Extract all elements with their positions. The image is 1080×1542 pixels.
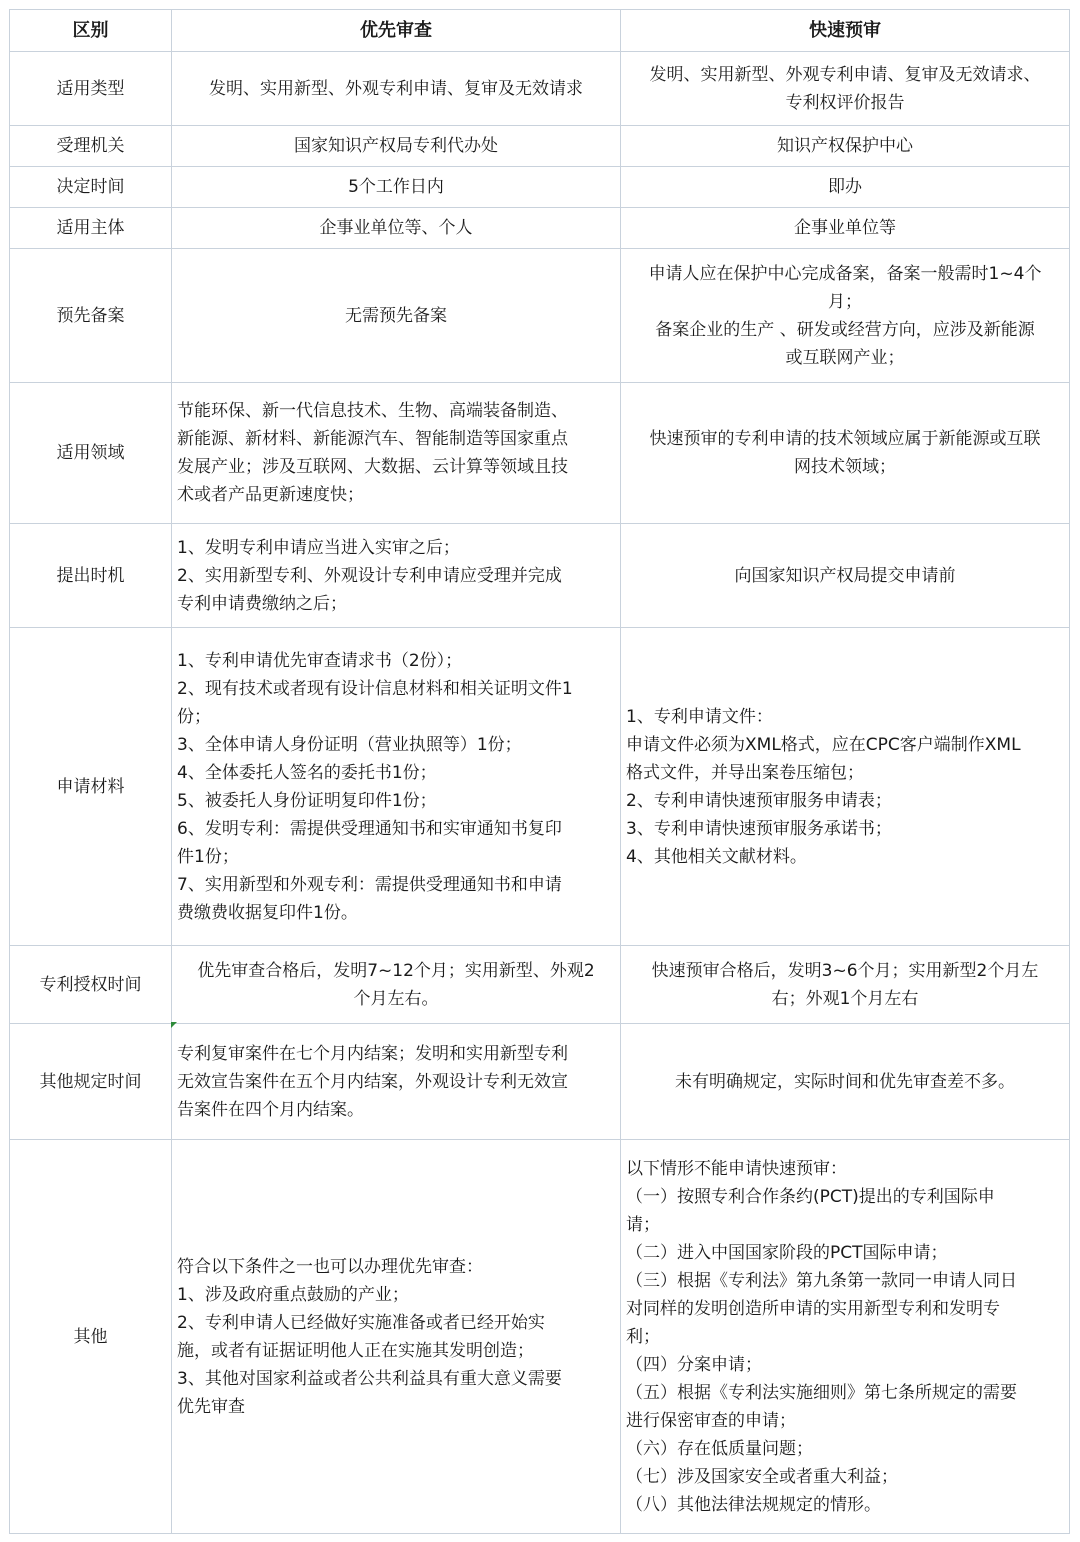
cell-line: 无需预先备案 <box>345 305 447 326</box>
cell-line: 无效宣告案件在五个月内结案，外观设计专利无效宣 <box>177 1071 568 1092</box>
cell-line: 发展产业；涉及互联网、大数据、云计算等领域且技 <box>177 457 568 477</box>
cell-line: 快速预审的专利申请的技术领域应属于新能源或互联 <box>649 429 1041 449</box>
priority-cell <box>172 524 621 628</box>
table-row <box>10 946 1070 1024</box>
table-row <box>10 524 1070 628</box>
cell-line: 4、其他相关文献材料。 <box>626 846 807 867</box>
priority-cell <box>172 1024 621 1140</box>
cell-line: （一）按照专利合作条约(PCT)提出的专利国际申 <box>626 1186 995 1207</box>
cell-line: 利； <box>626 1326 660 1347</box>
cell-line: 1、专利申请优先审查请求书（2份）； <box>177 650 463 671</box>
fast-cell <box>621 249 1070 383</box>
cell-line: 6、发明专利：需提供受理通知书和实审通知书复印 <box>177 818 562 839</box>
table-row <box>10 208 1070 249</box>
comparison-table <box>9 9 1070 1534</box>
cell-line: 节能环保、新一代信息技术、生物、高端装备制造、 <box>177 401 568 421</box>
cell-line: 以下情形不能申请快速预审： <box>626 1158 847 1179</box>
cell-line: （八）其他法律法规规定的情形。 <box>626 1494 881 1515</box>
row-label: 预先备案 <box>10 249 172 383</box>
cell-line: （七）涉及国家安全或者重大利益； <box>626 1466 898 1487</box>
cell-line: 右；外观1个月左右 <box>771 988 919 1009</box>
cell-line: 优先审查 <box>177 1396 245 1417</box>
cell-line: 申请文件必须为XML格式，应在CPC客户端制作XML <box>626 734 1021 755</box>
cell-line: 月； <box>828 291 862 312</box>
cell-line: 术或者产品更新速度快； <box>177 485 364 505</box>
cell-line: 专利权评价报告 <box>785 92 905 113</box>
cell-line: 专利复审案件在七个月内结案；发明和实用新型专利 <box>177 1043 568 1064</box>
header-difference: 区别 <box>10 10 172 52</box>
cell-line: 对同样的发明创造所申请的实用新型专利和发明专 <box>626 1298 1000 1319</box>
cell-line: 3、其他对国家利益或者公共利益具有重大意义需要 <box>177 1368 562 1389</box>
cell-line: 2、专利申请快速预审服务申请表； <box>626 790 892 811</box>
table-row <box>10 249 1070 383</box>
header-priority-review: 优先审查 <box>172 10 621 52</box>
cell-line: （三）根据《专利法》第九条第一款同一申请人同日 <box>626 1270 1017 1291</box>
cell-line: 向国家知识产权局提交申请前 <box>734 565 956 586</box>
cell-line: 请； <box>626 1214 660 1235</box>
cell-line: 即办 <box>828 177 862 197</box>
cell-line: 个月左右。 <box>353 988 439 1009</box>
row-label: 受理机关 <box>10 126 172 167</box>
cell-line: （二）进入中国国家阶段的PCT国际申请； <box>626 1242 948 1263</box>
header-row <box>10 10 1070 52</box>
priority-cell <box>172 946 621 1024</box>
cell-line: 发明、实用新型、外观专利申请、复审及无效请求、 <box>649 64 1041 85</box>
table-row <box>10 383 1070 524</box>
cell-line: 或互联网产业； <box>785 347 905 368</box>
cell-line: 格式文件，并导出案卷压缩包； <box>626 762 864 783</box>
cell-line: 1、涉及政府重点鼓励的产业； <box>177 1284 409 1305</box>
fast-cell <box>621 628 1070 946</box>
table-row <box>10 1024 1070 1140</box>
priority-cell <box>172 628 621 946</box>
priority-cell <box>172 208 621 249</box>
fast-cell <box>621 524 1070 628</box>
cell-line: 进行保密审查的申请； <box>626 1410 796 1431</box>
row-label: 专利授权时间 <box>10 946 172 1024</box>
priority-cell <box>172 167 621 208</box>
row-label: 适用主体 <box>10 208 172 249</box>
cell-line: 备案企业的生产 、研发或经营方向，应涉及新能源 <box>655 319 1035 340</box>
cell-line: 知识产权保护中心 <box>777 136 913 156</box>
fast-cell <box>621 167 1070 208</box>
cell-line: 国家知识产权局专利代办处 <box>294 136 498 156</box>
cell-line: 未有明确规定，实际时间和优先审查差不多。 <box>675 1071 1015 1092</box>
fast-cell <box>621 383 1070 524</box>
cell-line: 优先审查合格后，发明7~12个月；实用新型、外观2 <box>197 960 595 981</box>
cell-line: 专利申请费缴纳之后； <box>177 593 347 614</box>
row-label: 申请材料 <box>10 628 172 946</box>
cell-line: 5、被委托人身份证明复印件1份； <box>177 790 437 811</box>
cell-line: 费缴费收据复印件1份。 <box>177 902 358 923</box>
table-row <box>10 167 1070 208</box>
cell-line: 施，或者有证据证明他人正在实施其发明创造； <box>177 1340 534 1361</box>
cell-line: 1、发明专利申请应当进入实审之后； <box>177 537 460 558</box>
cell-line: （六）存在低质量问题； <box>626 1438 813 1459</box>
cell-line: 2、专利申请人已经做好实施准备或者已经开始实 <box>177 1312 545 1333</box>
table-row <box>10 1140 1070 1534</box>
fast-cell <box>621 946 1070 1024</box>
cell-corner-marker <box>171 1022 177 1028</box>
table-row <box>10 52 1070 126</box>
cell-line: 企事业单位等、个人 <box>319 218 473 238</box>
row-label: 其他 <box>10 1140 172 1534</box>
cell-line: 符合以下条件之一也可以办理优先审查： <box>177 1256 483 1277</box>
cell-line: 2、实用新型专利、外观设计专利申请应受理并完成 <box>177 565 562 586</box>
table-row <box>10 628 1070 946</box>
row-label: 适用领域 <box>10 383 172 524</box>
cell-line: 件1份； <box>177 846 239 867</box>
row-label: 提出时机 <box>10 524 172 628</box>
table-row <box>10 126 1070 167</box>
fast-cell <box>621 52 1070 126</box>
fast-cell <box>621 126 1070 167</box>
cell-line: 1、专利申请文件： <box>626 706 773 727</box>
priority-cell <box>172 249 621 383</box>
cell-line: （五）根据《专利法实施细则》第七条所规定的需要 <box>626 1382 1017 1403</box>
fast-cell <box>621 1024 1070 1140</box>
cell-line: 4、全体委托人签名的委托书1份； <box>177 762 437 783</box>
priority-cell <box>172 126 621 167</box>
priority-cell <box>172 1140 621 1534</box>
priority-cell <box>172 52 621 126</box>
cell-line: 3、全体申请人身份证明（营业执照等）1份； <box>177 734 522 755</box>
cell-line: 新能源、新材料、新能源汽车、智能制造等国家重点 <box>177 429 568 449</box>
cell-line: 份； <box>177 706 211 727</box>
cell-line: 网技术领域； <box>794 457 896 477</box>
cell-line: 2、现有技术或者现有设计信息材料和相关证明文件1 <box>177 678 573 699</box>
row-label: 决定时间 <box>10 167 172 208</box>
cell-line: 3、专利申请快速预审服务承诺书； <box>626 818 892 839</box>
fast-cell <box>621 1140 1070 1534</box>
cell-line: 7、实用新型和外观专利：需提供受理通知书和申请 <box>177 874 562 895</box>
cell-line: 企事业单位等 <box>794 218 896 238</box>
header-fast-pre-review: 快速预审 <box>621 10 1070 52</box>
cell-line: 发明、实用新型、外观专利申请、复审及无效请求 <box>209 78 583 99</box>
cell-line: 5个工作日内 <box>348 177 444 197</box>
row-label: 适用类型 <box>10 52 172 126</box>
cell-line: 快速预审合格后，发明3~6个月；实用新型2个月左 <box>651 960 1039 981</box>
priority-cell <box>172 383 621 524</box>
cell-line: 申请人应在保护中心完成备案，备案一般需时1~4个 <box>648 263 1042 284</box>
cell-line: （四）分案申请； <box>626 1354 762 1375</box>
fast-cell <box>621 208 1070 249</box>
cell-line: 告案件在四个月内结案。 <box>177 1099 364 1120</box>
row-label: 其他规定时间 <box>10 1024 172 1140</box>
